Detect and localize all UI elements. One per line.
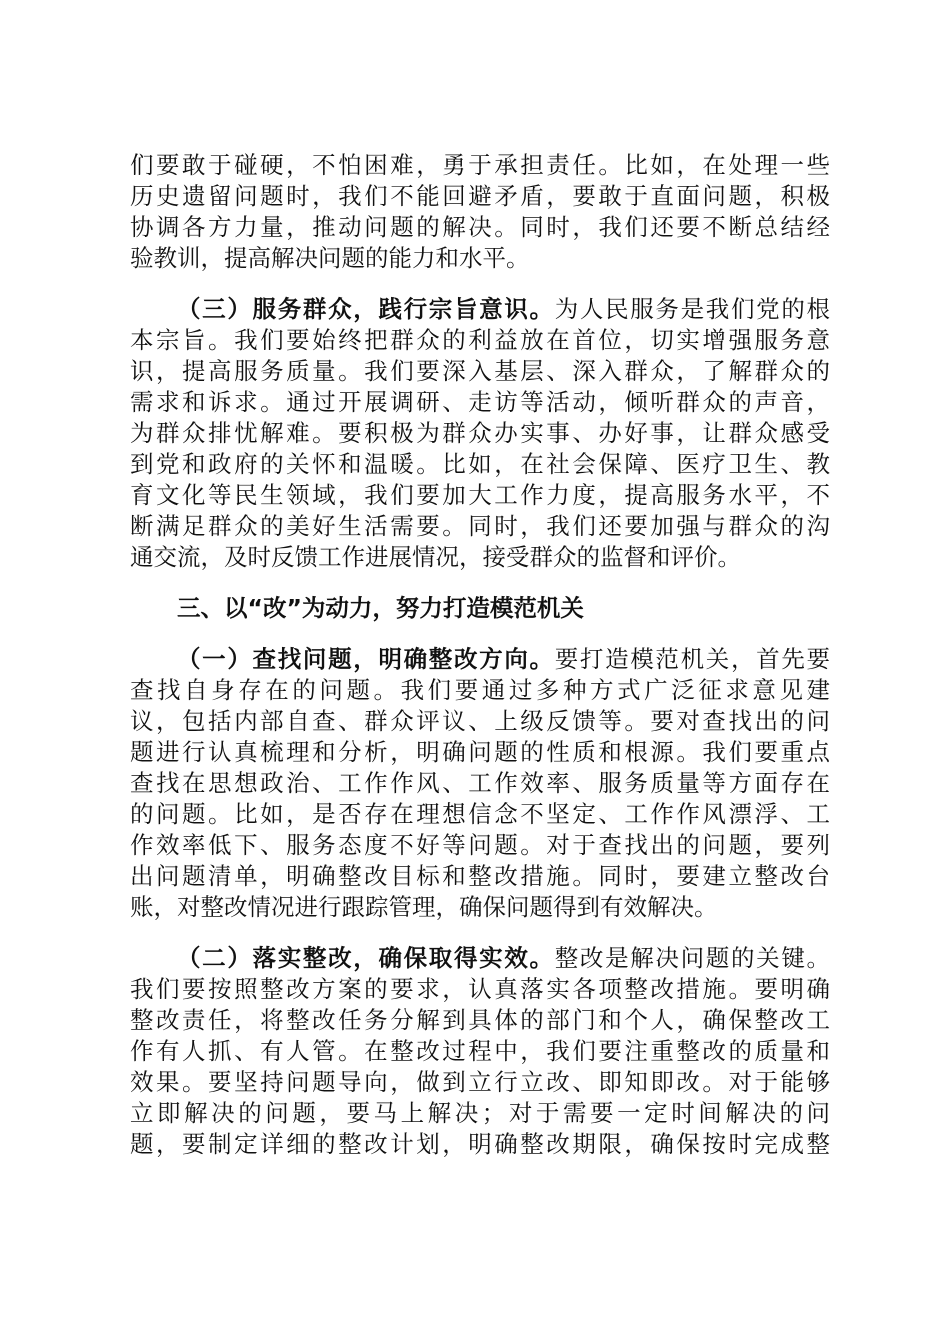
text-line: 作效率低下、服务态度不好等问题。对于查找出的问题，要列 (130, 831, 830, 859)
text-line: 协调各方力量，推动问题的解决。同时，我们还要不断总结经 (130, 213, 830, 241)
text-line (130, 294, 830, 325)
text-line: 断满足群众的美好生活需要。同时，我们还要加强与群众的沟 (130, 512, 830, 540)
text-line: 们要敢于碰硬，不怕困难，勇于承担责任。比如，在处理一些 (130, 151, 830, 179)
text-line: 账，对整改情况进行跟踪管理，确保问题得到有效解决。 (130, 893, 718, 921)
text-line: 通交流，及时反馈工作进展情况，接受群众的监督和评价。 (130, 543, 741, 571)
text-line: 议，包括内部自查、群众评议、上级反馈等。要对查找出的问 (130, 707, 830, 735)
text-line: 立即解决的问题，要马上解决；对于需要一定时间解决的问 (130, 1099, 830, 1127)
text-line: 到党和政府的关怀和温暖。比如，在社会保障、医疗卫生、教 (130, 450, 830, 478)
text-span: 要打造模范机关，首先要 (554, 645, 831, 673)
document-page (130, 150, 830, 1180)
text-line: 的问题。比如，是否存在理想信念不坚定、工作作风漂浮、工 (130, 800, 830, 828)
text-line: 作有人抓、有人管。在整改过程中，我们要注重整改的质量和 (130, 1037, 830, 1065)
paragraph-lead-heading: （二）落实整改，确保取得实效。 (177, 944, 555, 972)
section-heading: 三、以“改”为动力，努力打造模范机关 (177, 594, 584, 622)
text-line: 查找自身存在的问题。我们要通过多种方式广泛征求意见建 (130, 676, 830, 704)
text-line (130, 943, 830, 974)
text-line: 为群众排忧解难。要积极为群众办实事、办好事，让群众感受 (130, 419, 830, 447)
paragraph-find-problems (130, 644, 830, 923)
paragraph-implement-rectification (130, 943, 830, 1160)
text-line: 查找在思想政治、工作作风、工作效率、服务质量等方面存在 (130, 769, 830, 797)
text-span: 为人民服务是我们党的根 (554, 295, 831, 323)
text-line: 育文化等民生领域，我们要加大工作力度，提高服务水平，不 (130, 481, 830, 509)
text-line (130, 644, 830, 675)
text-line: 效果。要坚持问题导向，做到立行立改、即知即改。对于能够 (130, 1068, 830, 1096)
text-line: 本宗旨。我们要始终把群众的利益放在首位，切实增强服务意 (130, 326, 830, 354)
text-line: 需求和诉求。通过开展调研、走访等活动，倾听群众的声音， (130, 388, 830, 416)
text-line: 历史遗留问题时，我们不能回避矛盾，要敢于直面问题，积极 (130, 182, 830, 210)
text-line: 整改责任，将整改任务分解到具体的部门和个人，确保整改工 (130, 1006, 830, 1034)
paragraph-continuation (130, 150, 830, 274)
text-line: 我们要按照整改方案的要求，认真落实各项整改措施。要明确 (130, 975, 830, 1003)
text-line: 题进行认真梳理和分析，明确问题的性质和根源。我们要重点 (130, 738, 830, 766)
text-line: 识，提高服务质量。我们要深入基层、深入群众，了解群众的 (130, 357, 830, 385)
paragraph-lead-heading: （三）服务群众，践行宗旨意识。 (177, 295, 555, 323)
text-span: 整改是解决问题的关键。 (554, 944, 831, 972)
text-line: 验教训，提高解决问题的能力和水平。 (130, 244, 530, 272)
text-line: 出问题清单，明确整改目标和整改措施。同时，要建立整改台 (130, 862, 830, 890)
paragraph-lead-heading: （一）查找问题，明确整改方向。 (177, 645, 555, 673)
paragraph-serve-masses (130, 294, 830, 573)
text-line: 题，要制定详细的整改计划，明确整改期限，确保按时完成整 (130, 1130, 830, 1158)
